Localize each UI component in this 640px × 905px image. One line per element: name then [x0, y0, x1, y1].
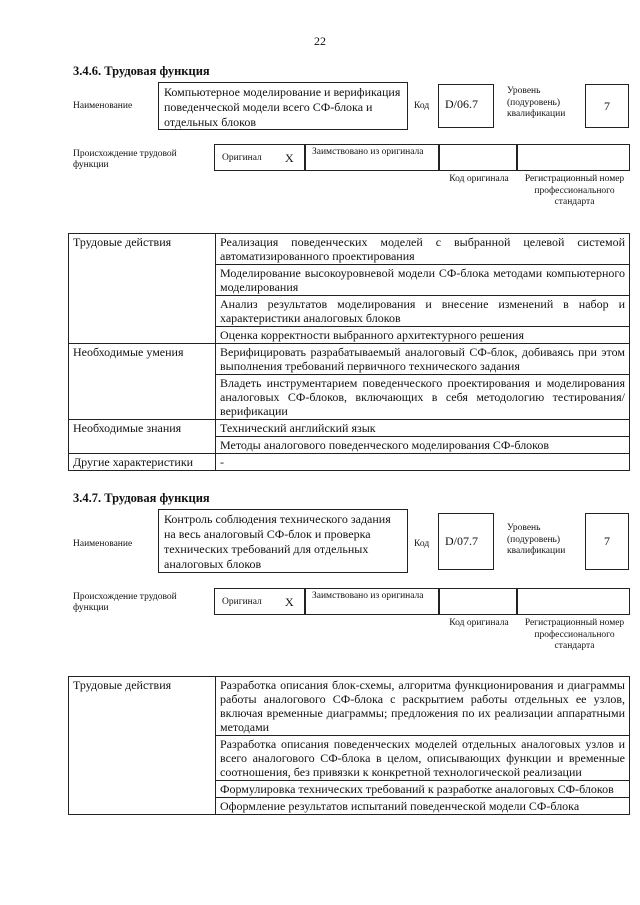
row-label: Трудовые действия [69, 234, 216, 344]
name-label: Наименование [73, 101, 133, 111]
row-item: Моделирование высокоуровневой модели СФ-блока методами компьютерного моделирования [216, 265, 630, 296]
table-row [69, 454, 630, 471]
reg-number-cell [517, 144, 630, 171]
original-cell [214, 588, 305, 615]
row-label: Необходимые умения [69, 344, 216, 420]
code-original-label: Код оригинала [449, 618, 509, 628]
function-name: Компьютерное моделирование и верификация поведенческой модели всего СФ-блока и отдельных блоков [158, 82, 408, 130]
row-item: Технический английский язык [216, 420, 630, 437]
code-original-label: Код оригинала [449, 174, 509, 184]
row-label: Трудовые действия [69, 677, 216, 815]
original-mark: X [285, 151, 294, 165]
function-table [68, 676, 630, 815]
borrowed-cell [305, 588, 439, 615]
page-number: 22 [314, 34, 326, 48]
level-value: 7 [585, 513, 629, 570]
row-item: Разработка описания блок-схемы, алгоритма функционирования и диаграммы работы аналогового СФ-блока с раскрытием работы отдельных ее узлов, включая временные диаграммы; предложения по их реализации аппаратными методами [216, 677, 630, 736]
function-table [68, 233, 630, 471]
row-item: Оформление результатов испытаний поведенческой модели СФ-блока [216, 798, 630, 815]
borrowed-label: Заимствовано из оригинала [312, 591, 424, 601]
borrowed-cell [305, 144, 439, 171]
row-item: Оценка корректности выбранного архитектурного решения [216, 327, 630, 344]
code-label: Код [414, 539, 430, 549]
row-item: Анализ результатов моделирования и внесение изменений в набор и характеристики аналоговых блоков [216, 296, 630, 327]
table-row [69, 677, 630, 736]
table-row [69, 234, 630, 265]
row-item: Реализация поведенческих моделей с выбранной целевой системой автоматизированного проектирования [216, 234, 630, 265]
borrowed-label: Заимствовано из оригинала [312, 147, 424, 157]
row-item: Формулировка технических требований к разработке аналоговых СФ-блоков [216, 781, 630, 798]
section-title: 3.4.6. Трудовая функция [73, 64, 210, 78]
origin-label: Происхождение трудовой функции [73, 149, 177, 170]
reg-number-label: Регистрационный номер профессионального стандарта [524, 618, 625, 651]
level-label: Уровень (подуровень) квалификации [507, 86, 566, 119]
table-row [69, 344, 630, 375]
original-label: Оригинал [222, 153, 262, 163]
origin-label: Происхождение трудовой функции [73, 592, 177, 613]
original-label: Оригинал [222, 597, 262, 607]
code-original-cell [439, 144, 517, 171]
row-item: Методы аналогового поведенческого моделирования СФ-блоков [216, 437, 630, 454]
row-item: - [216, 454, 630, 471]
function-name: Контроль соблюдения технического задания на весь аналоговый СФ-блок и проверка технических требований для отдельных аналоговых блоков [158, 509, 408, 573]
row-label: Другие характеристики [69, 454, 216, 471]
section-title: 3.4.7. Трудовая функция [73, 491, 210, 505]
code-label: Код [414, 101, 430, 111]
function-code: D/07.7 [438, 513, 494, 570]
reg-number-label: Регистрационный номер профессионального стандарта [524, 174, 625, 207]
row-item: Владеть инструментарием поведенческого проектирования и моделирования аналоговых СФ-блоков, включающих в себя методологию тестирования/верификации [216, 375, 630, 420]
row-item: Разработка описания поведенческих моделей отдельных аналоговых узлов и всего аналогового СФ-блока в целом, описывающих функции и временные соотношения, без привязки к конкретной технологической реализации [216, 736, 630, 781]
function-code: D/06.7 [438, 84, 494, 128]
code-original-cell [439, 588, 517, 615]
level-value: 7 [585, 84, 629, 128]
reg-number-cell [517, 588, 630, 615]
name-label: Наименование [73, 539, 133, 549]
original-mark: X [285, 595, 294, 609]
row-label: Необходимые знания [69, 420, 216, 454]
level-label: Уровень (подуровень) квалификации [507, 523, 566, 556]
row-item: Верифицировать разрабатываемый аналоговый СФ-блок, добиваясь при этом выполнения требований первичного технического задания [216, 344, 630, 375]
table-row [69, 420, 630, 437]
original-cell [214, 144, 305, 171]
